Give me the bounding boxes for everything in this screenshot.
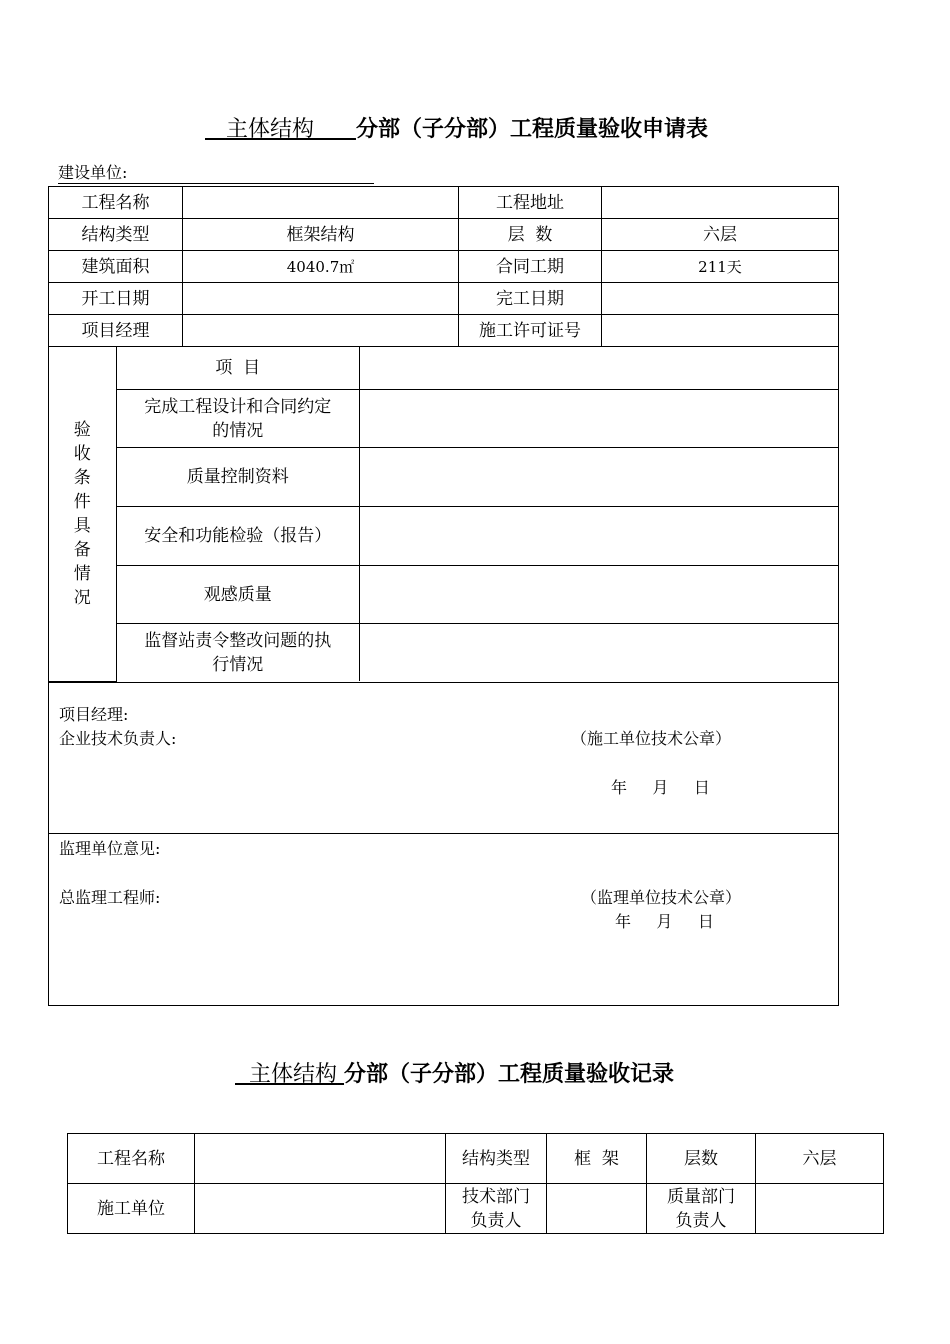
supervisor-signoff-block [49, 834, 838, 1005]
condition-item: 完成工程设计和合同约定的情况 [116, 390, 359, 448]
area-label: 建筑面积 [49, 251, 183, 283]
tech-dept-head-label: 技术部门 负责人 [446, 1184, 547, 1234]
table-row [49, 283, 839, 315]
vertical-char: 条 [73, 467, 91, 488]
application-title [205, 112, 708, 143]
tech-dept-head-value[interactable] [547, 1184, 647, 1234]
quality-dept-head-value[interactable] [756, 1184, 884, 1234]
contractor-signoff-block [49, 683, 838, 833]
application-table [48, 186, 839, 1006]
condition-value[interactable] [359, 566, 838, 624]
record-builder-label: 施工单位 [68, 1184, 195, 1234]
floors-value[interactable]: 六层 [602, 219, 839, 251]
start-date-label: 开工日期 [49, 283, 183, 315]
table-row [49, 390, 838, 448]
conditions-side-label [49, 347, 116, 681]
conditions-row [49, 347, 839, 683]
record-floors-value[interactable]: 六层 [756, 1134, 884, 1184]
project-address-value[interactable] [602, 187, 839, 219]
table-row [49, 566, 838, 624]
finish-date-label: 完工日期 [459, 283, 602, 315]
contractor-date: 年 月 日 [611, 777, 710, 797]
structure-type-label: 结构类型 [49, 219, 183, 251]
construction-unit-label: 建设单位: [58, 163, 128, 182]
permit-number-value[interactable] [602, 315, 839, 347]
condition-value[interactable] [359, 507, 838, 566]
project-manager-sign-label: 项目经理: [59, 704, 129, 724]
table-row [49, 315, 839, 347]
project-manager-value[interactable] [183, 315, 459, 347]
record-structure-type-value[interactable]: 框 架 [547, 1134, 647, 1184]
tech-lead-sign-label: 企业技术负责人: [59, 728, 177, 748]
finish-date-value[interactable] [602, 283, 839, 315]
title-underlined-prefix: 主体结构 [225, 117, 314, 142]
floors-label: 层 数 [459, 219, 602, 251]
condition-item: 监督站责令整改问题的执行情况 [116, 624, 359, 682]
conditions-vertical-text [72, 418, 92, 610]
condition-item: 质量控制资料 [116, 448, 359, 507]
construction-unit-field[interactable] [58, 163, 374, 184]
permit-number-label: 施工许可证号 [459, 315, 602, 347]
vertical-char: 收 [73, 443, 91, 464]
table-row [49, 448, 838, 507]
supervisor-date: 年 月 日 [615, 911, 714, 931]
vertical-char: 情 [73, 563, 91, 584]
title-text: 分部（子分部）工程质量验收记录 [344, 1061, 675, 1087]
quality-dept-head-label: 质量部门 负责人 [647, 1184, 756, 1234]
start-date-value[interactable] [183, 283, 459, 315]
record-table [67, 1133, 884, 1234]
project-name-value[interactable] [183, 187, 459, 219]
project-address-label: 工程地址 [459, 187, 602, 219]
condition-item: 观感质量 [116, 566, 359, 624]
vertical-char: 件 [73, 491, 91, 512]
item-header-value [359, 347, 838, 390]
supervisor-opinion-label: 监理单位意见: [59, 838, 161, 858]
item-header: 项 目 [116, 347, 359, 390]
area-value[interactable]: 4040.7㎡ [183, 251, 459, 283]
vertical-char: 具 [73, 515, 91, 536]
table-row [68, 1184, 884, 1234]
record-floors-label: 层数 [647, 1134, 756, 1184]
record-project-name-label: 工程名称 [68, 1134, 195, 1184]
record-builder-value[interactable] [195, 1184, 446, 1234]
contract-period-label: 合同工期 [459, 251, 602, 283]
project-manager-label: 项目经理 [49, 315, 183, 347]
table-row [68, 1134, 884, 1184]
project-name-label: 工程名称 [49, 187, 183, 219]
condition-item: 安全和功能检验（报告） [116, 507, 359, 566]
table-row [49, 507, 838, 566]
supervisor-seal-label: （监理单位技术公章） [581, 887, 742, 907]
vertical-char: 况 [73, 587, 91, 608]
record-project-name-value[interactable] [195, 1134, 446, 1184]
title-text: 分部（子分部）工程质量验收申请表 [355, 116, 708, 142]
vertical-char: 备 [73, 539, 91, 560]
condition-value[interactable] [359, 448, 838, 507]
condition-value[interactable] [359, 624, 838, 682]
contractor-seal-label: （施工单位技术公章） [571, 728, 732, 748]
condition-value[interactable] [359, 390, 838, 448]
contractor-signoff-row [49, 682, 839, 833]
table-row [49, 187, 839, 219]
structure-type-value[interactable]: 框架结构 [183, 219, 459, 251]
table-row [49, 347, 838, 390]
title-underlined-prefix: 主体结构 [249, 1062, 338, 1087]
chief-engineer-label: 总监理工程师: [59, 887, 161, 907]
table-row [49, 624, 838, 682]
conditions-table [49, 347, 838, 682]
table-row [49, 251, 839, 283]
record-structure-type-label: 结构类型 [446, 1134, 547, 1184]
vertical-char: 验 [73, 419, 91, 440]
table-row [49, 219, 839, 251]
contract-period-value[interactable]: 211天 [602, 251, 839, 283]
supervisor-signoff-row [49, 833, 839, 1005]
record-title [235, 1057, 674, 1088]
